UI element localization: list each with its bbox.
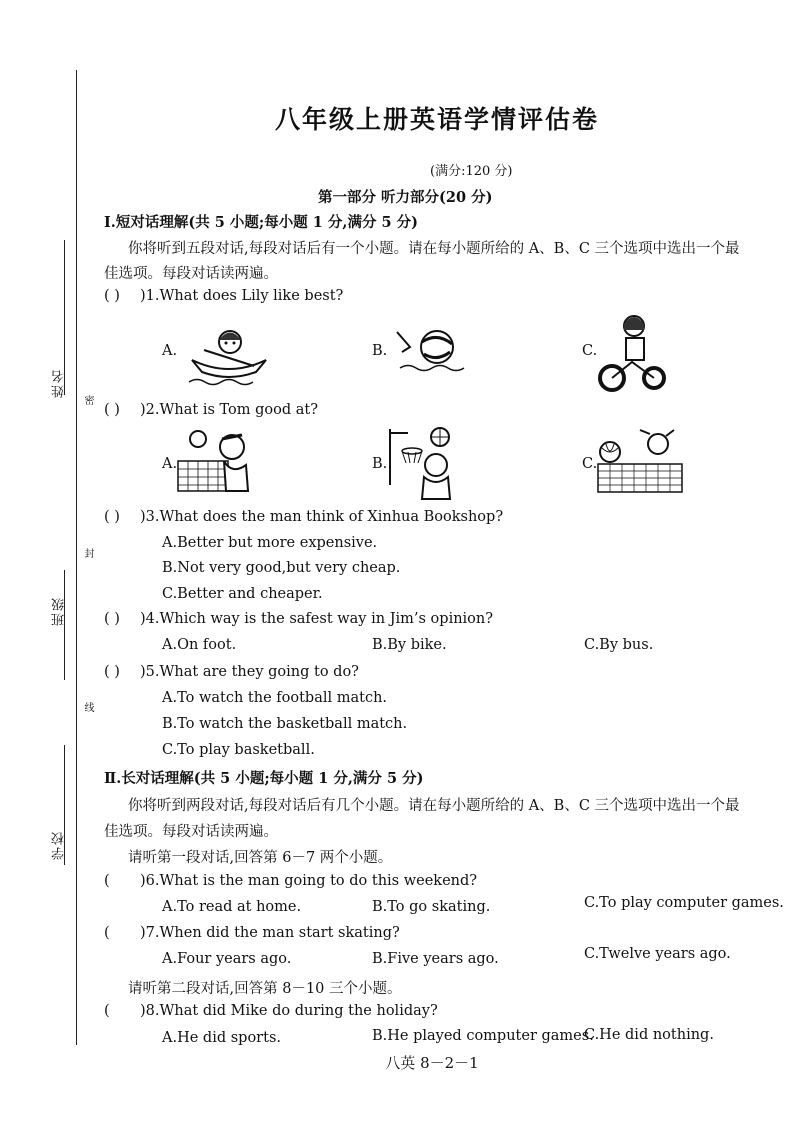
answer-blank-q1[interactable] [104, 288, 144, 306]
q1-stem: )1.What does Lily like best? [140, 288, 344, 304]
q1-option-a-label: A. [162, 343, 178, 359]
q3-stem: )3.What does the man think of Xinhua Bookshop? [140, 509, 504, 525]
q6-option-a: A.To read at home. [162, 899, 302, 915]
volleyball-player-picture [596, 428, 686, 496]
binding-line [76, 70, 77, 1045]
full-score: (满分:120 分) [430, 164, 513, 179]
section2-heading: Ⅱ.长对话理解(共 5 小题;每小题 1 分,满分 5 分) [104, 770, 424, 787]
q1-option-c-label: C. [582, 343, 598, 359]
q6-option-c: C.To play computer games. [584, 895, 784, 911]
q5-option-b: B.To watch the basketball match. [162, 716, 408, 732]
answer-blank-q7[interactable] [104, 925, 144, 943]
q1-option-b-label: B. [372, 343, 388, 359]
q3-option-c: C.Better and cheaper. [162, 586, 323, 602]
q7-option-b: B.Five years ago. [372, 951, 499, 967]
answer-blank-q3[interactable] [104, 509, 144, 527]
tennis-player-picture [176, 425, 261, 497]
school-label: 学校 [52, 830, 67, 860]
q8-option-b: B.He played computer games. [372, 1028, 594, 1044]
answer-blank-q6[interactable] [104, 873, 144, 891]
q7-stem: )7.When did the man start skating? [140, 925, 400, 941]
paren-text: ( ) [104, 611, 120, 627]
q4-stem: )4.Which way is the safest way in Jim’s opinion? [140, 611, 494, 627]
answer-blank-q2[interactable] [104, 402, 144, 420]
seal-char-feng: 封 [82, 548, 93, 560]
swimming-ball-picture [392, 322, 472, 382]
paren-text: ( [104, 1003, 110, 1019]
q8-stem: )8.What did Mike do during the holiday? [140, 1003, 438, 1019]
q2-stem: )2.What is Tom good at? [140, 402, 319, 418]
basketball-player-picture [384, 425, 464, 500]
section2-intro-line2: 佳选项。每段对话读两遍。 [104, 824, 278, 840]
paren-text: ( [104, 925, 110, 941]
q6-stem: )6.What is the man going to do this weekend? [140, 873, 478, 889]
q8-option-a: A.He did sports. [162, 1030, 281, 1046]
answer-blank-q5[interactable] [104, 664, 144, 682]
q5-option-c: C.To play basketball. [162, 742, 315, 758]
section1-heading: Ⅰ.短对话理解(共 5 小题;每小题 1 分,满分 5 分) [104, 214, 419, 231]
q3-option-a: A.Better but more expensive. [162, 535, 378, 551]
q2-option-c-label: C. [582, 456, 598, 472]
answer-blank-q4[interactable] [104, 611, 144, 629]
q4-option-a: A.On foot. [162, 637, 237, 653]
seal-char-xian: 线 [82, 702, 93, 714]
q7-option-a: A.Four years ago. [162, 951, 292, 967]
section1-intro-line1: 你将听到五段对话,每段对话后有一个小题。请在每小题所给的 A、B、C 三个选项中选出一个最 [128, 241, 740, 257]
answer-blank-q8[interactable] [104, 1003, 144, 1021]
paren-text: ( ) [104, 509, 120, 525]
cycling-child-picture [598, 310, 668, 395]
q2-option-b-label: B. [372, 456, 388, 472]
dialog2-instruction: 请听第二段对话,回答第 8－10 三个小题。 [128, 981, 402, 997]
q8-option-c: C.He did nothing. [584, 1027, 714, 1043]
boat-child-picture [184, 320, 274, 390]
dialog1-instruction: 请听第一段对话,回答第 6－7 两个小题。 [128, 850, 393, 866]
q5-option-a: A.To watch the football match. [162, 690, 388, 706]
name-label: 姓名 [52, 368, 67, 398]
q6-option-b: B.To go skating. [372, 899, 491, 915]
section1-intro-line2: 佳选项。每段对话读两遍。 [104, 266, 278, 282]
page-code: 八英 8－2－1 [385, 1054, 479, 1072]
q2-option-a-label: A. [162, 456, 178, 472]
seal-char-mi: 密 [82, 395, 93, 407]
paren-text: ( ) [104, 402, 120, 418]
q3-option-b: B.Not very good,but very cheap. [162, 560, 401, 576]
q7-option-c: C.Twelve years ago. [584, 946, 731, 962]
section2-intro-line1: 你将听到两段对话,每段对话后有几个小题。请在每小题所给的 A、B、C 三个选项中选出一个最 [128, 798, 740, 814]
q4-option-c: C.By bus. [584, 637, 654, 653]
q5-stem: )5.What are they going to do? [140, 664, 359, 680]
part-title: 第一部分 听力部分(20 分) [318, 189, 493, 206]
paren-text: ( ) [104, 288, 120, 304]
class-label: 班级 [52, 596, 67, 626]
paren-text: ( ) [104, 664, 120, 680]
q4-option-b: B.By bike. [372, 637, 447, 653]
paren-text: ( [104, 873, 110, 889]
exam-title: 八年级上册英语学情评估卷 [274, 105, 599, 134]
